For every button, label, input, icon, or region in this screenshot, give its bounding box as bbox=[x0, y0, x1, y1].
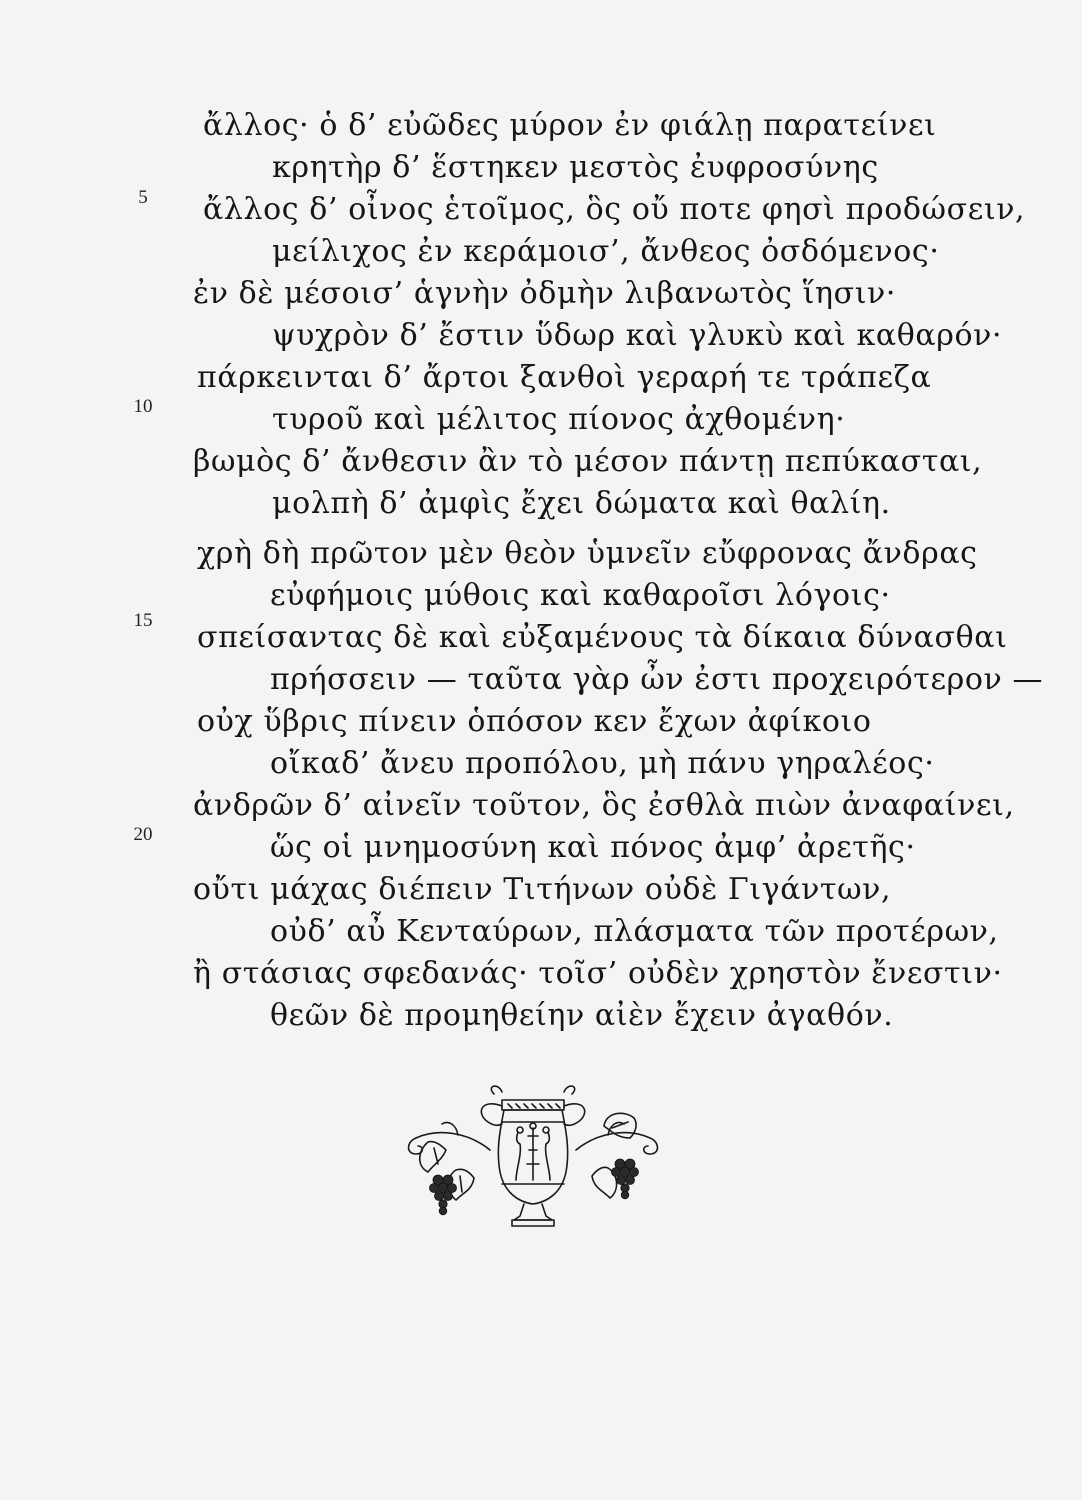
verse-line: θεῶν δὲ προμηθείην αἰὲν ἔχειν ἀγαθόν. bbox=[270, 998, 894, 1033]
verse-line: μολπὴ δ’ ἀμφὶς ἔχει δώματα καὶ θαλίη. bbox=[272, 486, 891, 521]
line-number: 20 bbox=[133, 824, 153, 845]
verse-line: ἄλλος δ’ οἶνος ἑτοῖμος, ὃς οὔ ποτε φησὶ προδώσειν, bbox=[203, 192, 1026, 227]
verse-line: οὐχ ὕβρις πίνειν ὁπόσον κεν ἔχων ἀφίκοιο bbox=[197, 704, 872, 739]
verse-line: μείλιχος ἐν κεράμοισ’, ἄνθεος ὀσδόμενος· bbox=[272, 234, 940, 269]
line-number: 5 bbox=[138, 187, 148, 208]
verse-line: ἐν δὲ μέσοισ’ ἁγνὴν ὀδμὴν λιβανωτὸς ἵησιν· bbox=[193, 276, 897, 311]
verse-line: ὥς οἱ μνημοσύνη καὶ πόνος ἀμφ’ ἀρετῆς· bbox=[270, 830, 916, 865]
verse-line: κρητὴρ δ’ ἕστηκεν μεστὸς ἐυφροσύνης bbox=[272, 150, 879, 185]
verse-line: ἀνδρῶν δ’ αἰνεῖν τοῦτον, ὃς ἐσθλὰ πιὼν ἀναφαίνει, bbox=[193, 788, 1015, 823]
verse-line: οὔτι μάχας διέπειν Τιτήνων οὐδὲ Γιγάντων, bbox=[193, 872, 892, 907]
verse-line: εὐφήμοις μύθοις καὶ καθαροῖσι λόγοις· bbox=[270, 578, 891, 613]
verse-line: ἄλλος· ὁ δ’ εὐῶδες μύρον ἐν φιάλῃ παρατείνει bbox=[203, 108, 937, 143]
line-number: 15 bbox=[133, 610, 153, 631]
verse-line: τυροῦ καὶ μέλιτος πίονος ἀχθομένη· bbox=[272, 402, 846, 437]
verse-line: ἢ στάσιας σφεδανάς· τοῖσ’ οὐδὲν χρηστὸν ἔνεστιν· bbox=[193, 956, 1003, 991]
verse-line: οὐδ’ αὖ Κενταύρων, πλάσματα τῶν προτέρων, bbox=[270, 914, 999, 949]
verse-line: σπείσαντας δὲ καὶ εὐξαμένους τὰ δίκαια δύνασθαι bbox=[197, 620, 1008, 655]
verse-line: ψυχρὸν δ’ ἔστιν ὕδωρ καὶ γλυκὺ καὶ καθαρόν· bbox=[272, 318, 1003, 353]
greek-vase-with-grapevine-icon bbox=[398, 1080, 668, 1250]
verse-line: πάρκεινται δ’ ἄρτοι ξανθοὶ γεραρή τε τράπεζα bbox=[197, 360, 932, 395]
line-number: 10 bbox=[133, 396, 153, 417]
verse-line: πρήσσειν — ταῦτα γὰρ ὦν ἐστι προχειρότερον — bbox=[270, 662, 1044, 697]
verse-line: βωμὸς δ’ ἄνθεσιν ἂν τὸ μέσον πάντῃ πεπύκασται, bbox=[193, 444, 983, 479]
verse-line: οἴκαδ’ ἄνευ προπόλου, μὴ πάνυ γηραλέος· bbox=[270, 746, 935, 781]
verse-line: χρὴ δὴ πρῶτον μὲν θεὸν ὑμνεῖν εὔφρονας ἄνδρας bbox=[197, 536, 978, 571]
